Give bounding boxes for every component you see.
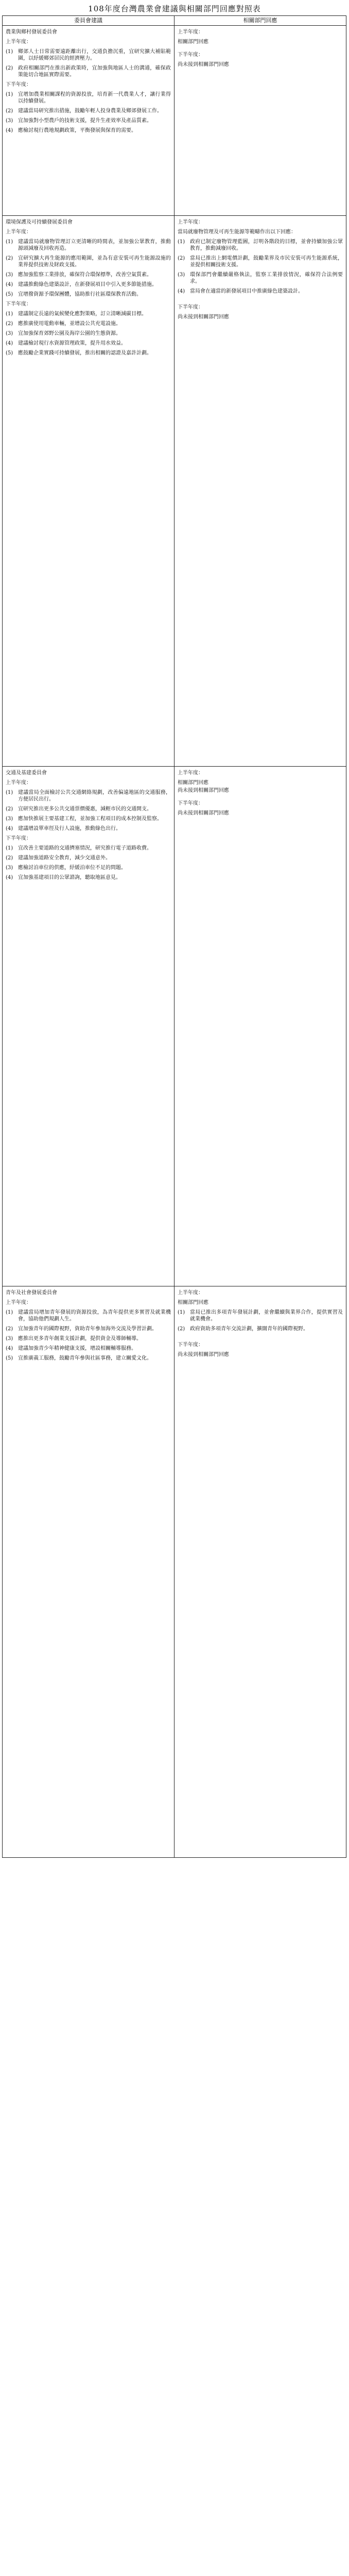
period-label: 上半年度： [6, 1300, 31, 1306]
item-number: (1) [6, 49, 13, 55]
period-label: 上半年度： [178, 219, 203, 225]
item-number: (2) [6, 806, 13, 812]
list-item [6, 340, 171, 347]
item-text: 應推出更多青年創業支援計劃，提供資金及導師輔導。 [18, 1336, 142, 1342]
document-title: 108年度台灣農業會建議與相關部門回應對照表 [88, 4, 261, 13]
section-name: 交通及基建委員會 [6, 770, 47, 776]
list-item [6, 806, 171, 812]
list-item [6, 108, 171, 114]
item-text: 政府已制定廢物管理藍圖，訂明各階段的目標，並會持續加強公眾教育，推動減廢回收。 [190, 239, 343, 251]
list-item [6, 117, 171, 124]
sections-body [3, 26, 346, 1858]
period-label: 下半年度： [178, 304, 203, 310]
section-row [3, 1286, 346, 1858]
section-right-cell [174, 26, 346, 216]
item-text: 宜增加農業相關課程的資源投放，培育新一代農業人才，讓行業得以持續發展。 [18, 92, 171, 104]
list-item [178, 272, 343, 285]
item-text: 鄉郊人士日常需要遠距離出行，交通負擔沉重，宜研究擴大補貼範圍，以紓緩鄉郊居民的經濟壓力。 [18, 49, 171, 61]
list-item [6, 874, 171, 881]
item-text: 建議加強道路安全教育，減少交通意外。 [18, 855, 111, 861]
item-number: (2) [178, 256, 185, 261]
period-label: 上半年度： [6, 780, 31, 786]
header-left: 委員會建議 [3, 16, 174, 26]
item-text: 政府相關部門在推出新政策時，宜加強與地區人士的溝通，確保政策能切合地區實際需要。 [18, 65, 171, 78]
item-number: (4) [6, 826, 13, 832]
item-number: (3) [6, 865, 13, 871]
item-text: 建議加強青少年精神健康支援，增設相關輔導服務。 [18, 1346, 136, 1351]
item-text: 宜加強基建項目的公眾諮詢，聽取地區意見。 [18, 875, 121, 880]
item-number: (2) [6, 65, 13, 71]
department-reply: 尚未接到相關部門回應 [178, 1352, 229, 1358]
section-left-cell [3, 767, 174, 1286]
item-text: 建議增設單車徑及行人設施，推動綠色出行。 [18, 826, 121, 832]
item-text: 當局已推出多項青年發展計劃，並會繼續與業界合作，提供實習及就業機會。 [190, 1310, 343, 1322]
list-item [178, 288, 343, 295]
item-text: 宜推廣義工服務，鼓勵青年參與社區事務，建立關愛文化。 [18, 1355, 152, 1361]
item-number: (3) [6, 272, 13, 278]
item-text: 宜加強保育郊野公園及海岸公園的生態資源。 [18, 331, 121, 336]
item-number: (4) [6, 282, 13, 287]
period-label: 下半年度： [6, 836, 31, 841]
list-item [6, 1345, 171, 1352]
item-number: (4) [6, 1346, 13, 1351]
item-text: 應加強監察工業排放，確保符合環保標準，改善空氣質素。 [18, 272, 152, 278]
item-number: (2) [6, 256, 13, 261]
item-text: 建議檢討現行水資源管理政策，提升用水效益。 [18, 341, 126, 346]
list-item [6, 1309, 171, 1323]
department-reply: 尚未接到相關部門回應 [178, 62, 229, 67]
period-label: 上半年度： [6, 39, 31, 45]
item-text: 應加快推展主要基建工程，並加強工程項目的成本控制及監察。 [18, 816, 162, 822]
item-number: (5) [6, 1355, 13, 1361]
section-left-cell [3, 1286, 174, 1858]
item-number: (1) [6, 311, 13, 317]
list-item [6, 281, 171, 288]
item-text: 宜研究擴大再生能源的應用範圍，並為有意安裝可再生能源設施的業界提供技術及財政支援。 [18, 256, 171, 268]
item-text: 當局已推出上網電價計劃，鼓勵業界及市民安裝可再生能源系統，並提供相關技術支援。 [190, 256, 343, 268]
item-number: (1) [6, 1310, 13, 1315]
item-number: (2) [6, 855, 13, 861]
list-item [178, 1326, 343, 1332]
item-text: 政府資助多項青年交流計劃，擴闊青年的國際視野。 [190, 1326, 308, 1332]
item-number: (2) [6, 1326, 13, 1332]
list-item [6, 865, 171, 871]
list-item [178, 1309, 343, 1323]
section-row [3, 26, 346, 216]
period-label: 上半年度： [178, 1290, 203, 1296]
list-item [6, 350, 171, 357]
period-label: 上半年度： [6, 229, 31, 235]
item-number: (2) [6, 321, 13, 327]
list-item [178, 255, 343, 268]
item-number: (2) [6, 108, 13, 114]
department-reply: 尚未接到相關部門回應 [178, 314, 229, 320]
item-number: (4) [178, 289, 185, 294]
item-text: 應檢討現行農地規劃政策，平衡發展與保育的需要。 [18, 128, 136, 133]
item-text: 應推廣使用電動車輛，並增設公共充電設施。 [18, 321, 121, 327]
department-reply: 尚未接到相關部門回應 [178, 788, 229, 793]
list-item [6, 1335, 171, 1342]
section-name: 農業與鄉村發展委員會 [6, 29, 57, 35]
department-reply: 尚未接到相關部門回應 [178, 810, 229, 816]
item-number: (5) [6, 350, 13, 356]
period-label: 上半年度： [178, 29, 203, 35]
list-item [6, 845, 171, 852]
section-name: 青年及社會發展委員會 [6, 1290, 57, 1296]
item-number: (1) [6, 92, 13, 97]
section-row [3, 767, 346, 1286]
list-item [6, 816, 171, 822]
reply-intro: 相關部門回應 [178, 1300, 208, 1306]
list-item [6, 320, 171, 327]
list-item [6, 789, 171, 803]
item-number: (1) [6, 845, 13, 851]
department-reply: 相關部門回應 [178, 780, 208, 786]
item-text: 宜加強對小型農戶的技術支援，提升生產效率及產品質素。 [18, 118, 152, 124]
item-text: 環保部門會繼續嚴格執法，監察工業排放情況，確保符合法例要求。 [190, 272, 343, 284]
item-number: (1) [6, 239, 13, 245]
section-right-cell [174, 1286, 346, 1858]
comparison-table [2, 15, 346, 1858]
list-item [6, 1326, 171, 1332]
list-item [6, 48, 171, 62]
period-label: 下半年度： [6, 301, 31, 307]
period-label: 下半年度： [178, 801, 203, 806]
table-header-row [3, 16, 346, 26]
item-number: (4) [6, 341, 13, 346]
list-item [6, 1355, 171, 1362]
item-text: 宜研究推出更多公共交通票價優惠，減輕市民的交通開支。 [18, 806, 152, 812]
list-item [6, 291, 171, 298]
item-number: (3) [6, 816, 13, 822]
item-number: (2) [178, 1326, 185, 1332]
item-text: 宜加強青年的國際視野，資助青年參加海外交流及學習計劃。 [18, 1326, 157, 1332]
item-text: 建議推動綠色建築設計，在新發展項目中引入更多節能措施。 [18, 282, 157, 287]
item-text: 建議制定長遠的氣候變化應對策略，訂立清晰減碳目標。 [18, 311, 147, 317]
list-item [6, 65, 171, 78]
item-text: 建議當局就廢物管理訂立更清晰的時間表，並加強公眾教育，推動源頭減廢及回收再造。 [18, 239, 171, 251]
section-left-cell [3, 26, 174, 216]
period-label: 下半年度： [178, 52, 203, 58]
period-label: 下半年度： [6, 82, 31, 88]
list-item [6, 127, 171, 134]
item-text: 建議當局增加青年發展的資源投放，為青年提供更多實習及就業機會，協助他們規劃人生。 [18, 1310, 171, 1322]
item-number: (3) [6, 118, 13, 124]
item-number: (4) [6, 875, 13, 880]
item-number: (3) [178, 272, 185, 278]
section-right-cell [174, 216, 346, 767]
department-reply: 相關部門回應 [178, 39, 208, 45]
list-item [6, 855, 171, 861]
section-row [3, 216, 346, 767]
item-number: (1) [178, 1310, 185, 1315]
item-number: (3) [6, 331, 13, 336]
list-item [6, 272, 171, 278]
item-text: 宜改善主要道路的交通擠塞情況，研究推行電子道路收費。 [18, 845, 152, 851]
item-text: 應檢討泊車位的供應，紓緩泊車位不足的問題。 [18, 865, 126, 871]
item-number: (4) [6, 128, 13, 133]
section-left-cell [3, 216, 174, 767]
item-number: (1) [178, 239, 185, 245]
period-label: 上半年度： [178, 770, 203, 776]
item-text: 建議當局全面檢討公共交通網絡規劃，改善偏遠地區的交通服務，方便居民出行。 [18, 790, 171, 802]
list-item [6, 330, 171, 337]
list-item [6, 311, 171, 317]
item-text: 當局會在適當的新發展項目中推廣綠色建築設計。 [190, 289, 303, 294]
item-number: (3) [6, 1336, 13, 1342]
section-name: 環境保護及可持續發展委員會 [6, 219, 73, 225]
list-item [178, 239, 343, 252]
period-label: 下半年度： [178, 1342, 203, 1348]
list-item [6, 825, 171, 832]
item-text: 應鼓勵企業實踐可持續發展，推出相關的認證及嘉許計劃。 [18, 350, 152, 356]
item-number: (5) [6, 292, 13, 297]
section-right-cell [174, 767, 346, 1286]
item-text: 宜增撥資源予環保團體，協助推行社區環保教育活動。 [18, 292, 142, 297]
reply-intro: 當局就廢物管理及可再生能源等範疇作出以下回應： [178, 229, 296, 235]
list-item [6, 239, 171, 252]
list-item [6, 255, 171, 268]
list-item [6, 91, 171, 105]
item-number: (1) [6, 790, 13, 795]
header-right: 相關部門回應 [174, 16, 346, 26]
item-text: 建議當局研究推出措施，鼓勵年輕人投身農業及鄉郊發展工作。 [18, 108, 162, 114]
